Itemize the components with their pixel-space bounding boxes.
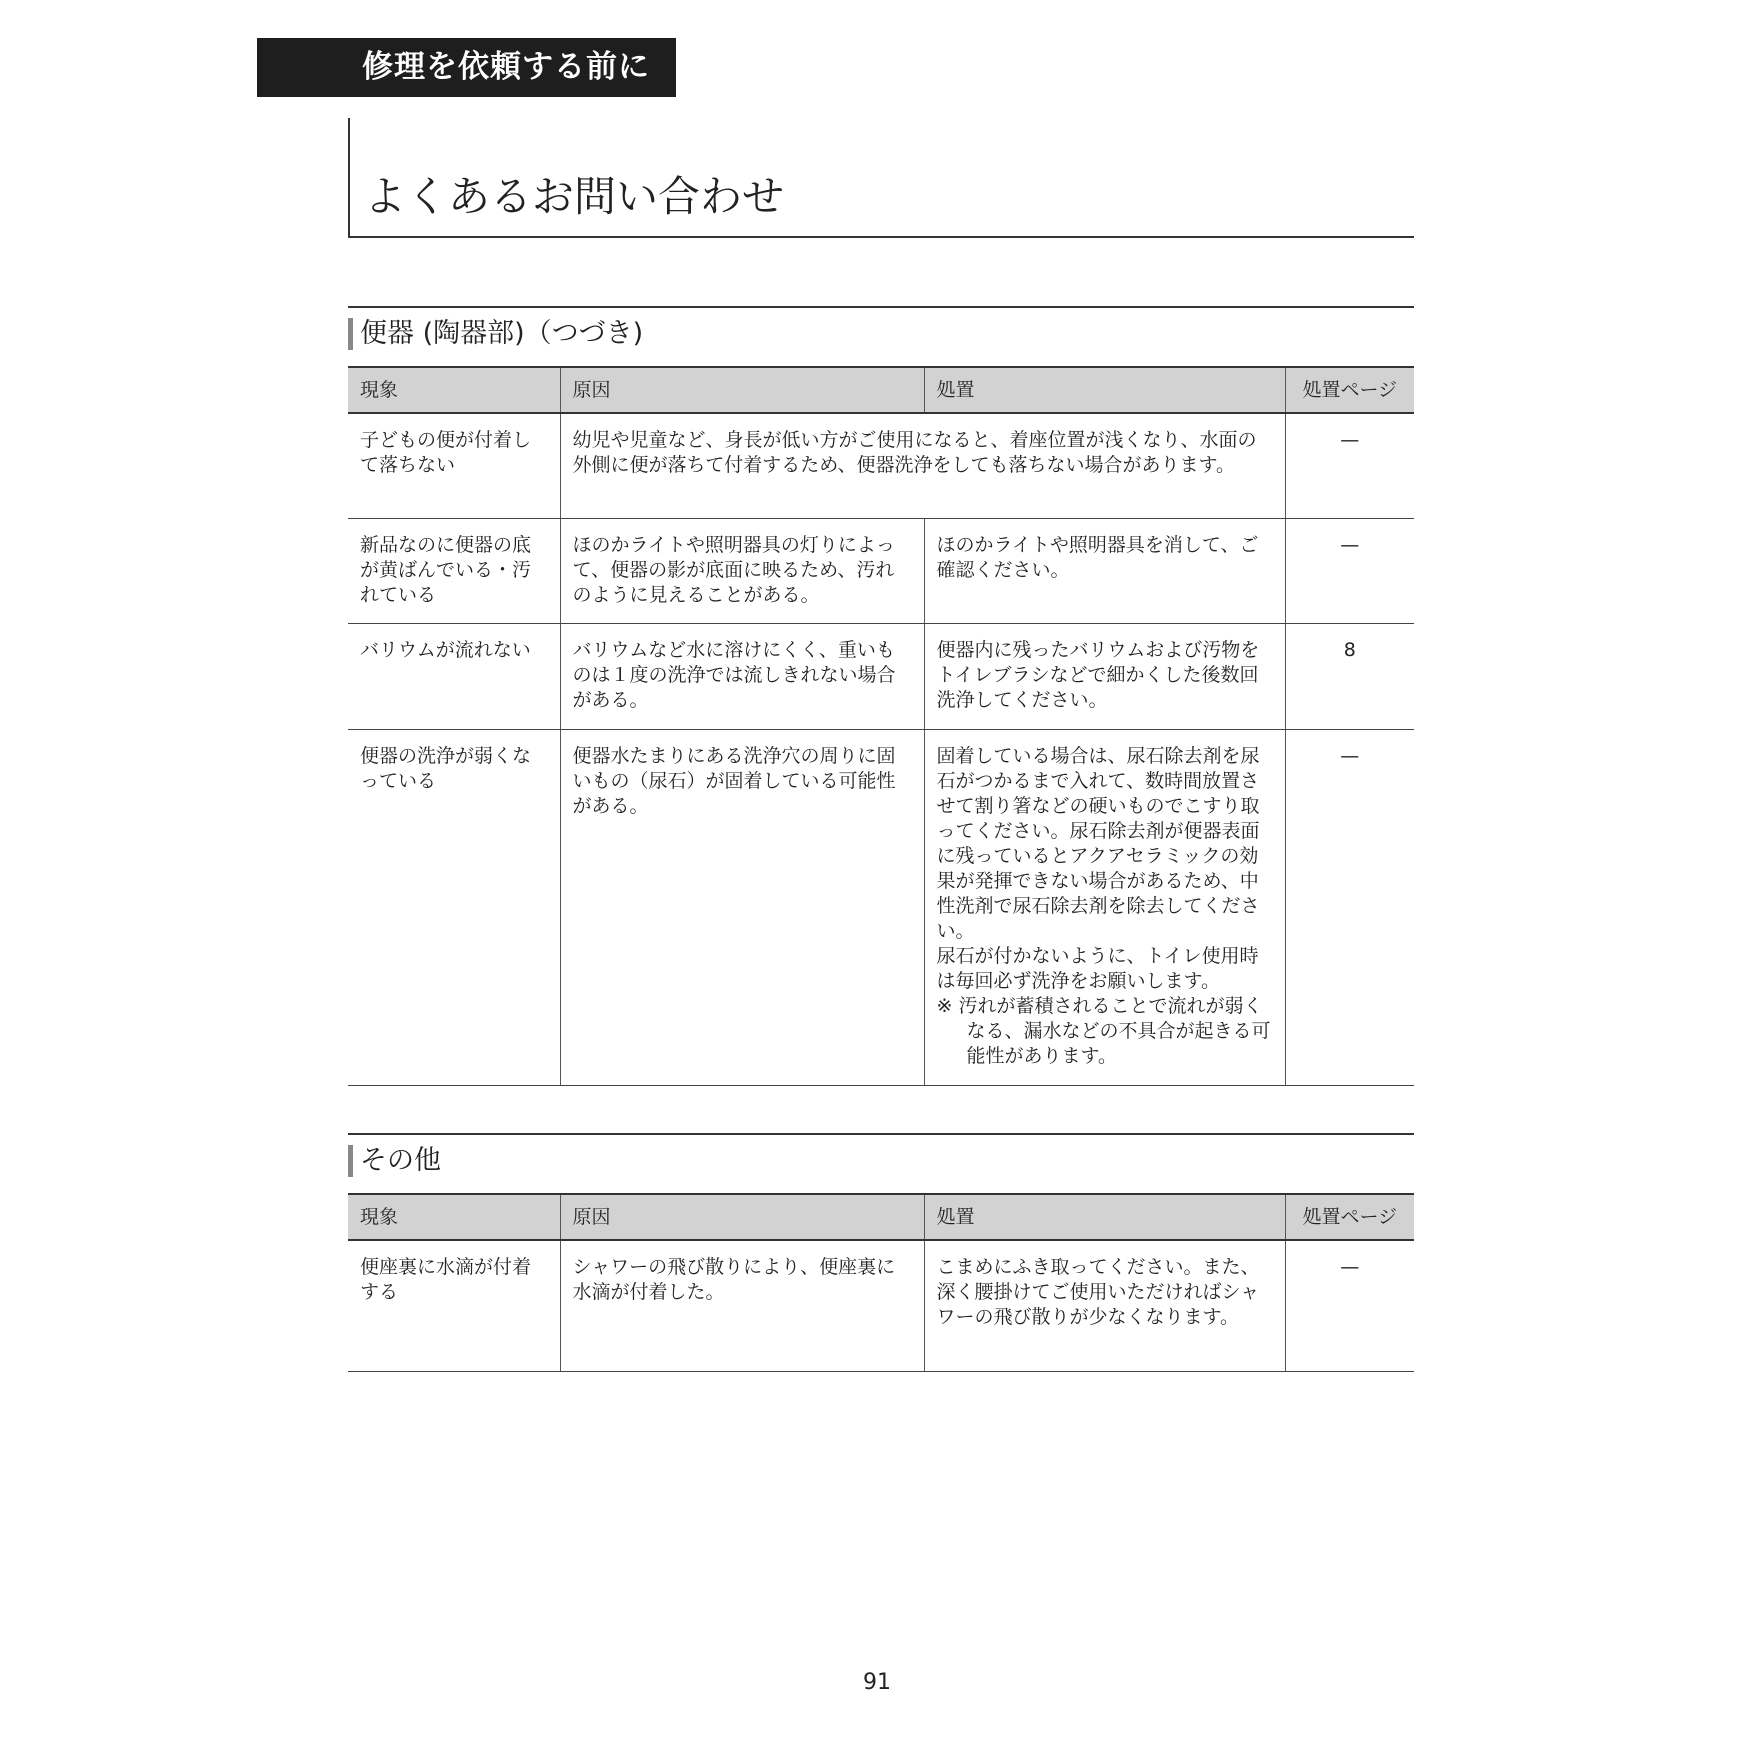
cause-cell: 幼児や児童など、身長が低い方がご使用になると、着座位置が浅くなり、水面の外側に便が落ちて付着するため、便器洗浄をしても落ちない場合があります。 bbox=[560, 413, 1285, 518]
column-header-phenomenon: 現象 bbox=[348, 367, 560, 413]
column-header-remedy: 処置 bbox=[924, 1194, 1285, 1240]
remedy-cell: こまめにふき取ってください。また、深く腰掛けてご使用いただければシャワーの飛び散りが少なくなります。 bbox=[924, 1240, 1285, 1371]
table-row bbox=[348, 518, 1414, 623]
remedy-text: 固着している場合は、尿石除去剤を尿石がつかるまで入れて、数時間放置させて割り箸などの硬いものでこすり取ってください。尿石除去剤が便器表面に残っているとアクアセラミックの効果が発揮できない場合があるため、中性洗剤で尿石除去剤を除去してください。 bbox=[936, 744, 1260, 942]
phenomenon-cell: バリウムが流れない bbox=[348, 623, 560, 729]
cause-cell: 便器水たまりにある洗浄穴の周りに固いもの（尿石）が固着している可能性がある。 bbox=[560, 729, 924, 1085]
column-header-cause: 原因 bbox=[560, 1194, 924, 1240]
chapter-tab: 修理を依頼する前に bbox=[257, 38, 676, 97]
phenomenon-cell: 便座裏に水滴が付着する bbox=[348, 1240, 560, 1371]
remedy-note: ※ 汚れが蓄積されることで流れが弱くなる、漏水などの不具合が起きる可能性があります。 bbox=[936, 994, 1271, 1067]
section-other bbox=[348, 1133, 1414, 1372]
table-row bbox=[348, 413, 1414, 518]
remedy-cell: 便器内に残ったバリウムおよび汚物をトイレブラシなどで細かくした後数回洗浄してください。 bbox=[924, 623, 1285, 729]
remedy-cell: ほのかライトや照明器具を消して、ご確認ください。 bbox=[924, 518, 1285, 623]
cause-cell: シャワーの飛び散りにより、便座裏に水滴が付着した。 bbox=[560, 1240, 924, 1371]
page-cell: — bbox=[1285, 729, 1414, 1085]
section-title: 便器 (陶器部)（つづき) bbox=[360, 318, 644, 349]
section-toilet-bowl bbox=[348, 306, 1414, 1086]
column-header-remedy-page: 処置ページ bbox=[1285, 1194, 1414, 1240]
phenomenon-cell: 子どもの便が付着して落ちない bbox=[348, 413, 560, 518]
phenomenon-cell: 便器の洗浄が弱くなっている bbox=[348, 729, 560, 1085]
section-header bbox=[348, 306, 1414, 366]
page-cell: 8 bbox=[1285, 623, 1414, 729]
table-row bbox=[348, 623, 1414, 729]
table-row bbox=[348, 1240, 1414, 1371]
page-number: 91 bbox=[863, 1670, 891, 1695]
cause-cell: バリウムなど水に溶けにくく、重いものは１度の洗浄では流しきれない場合がある。 bbox=[560, 623, 924, 729]
remedy-cell bbox=[924, 729, 1285, 1085]
column-header-phenomenon: 現象 bbox=[348, 1194, 560, 1240]
table-row bbox=[348, 729, 1414, 1085]
phenomenon-cell: 新品なのに便器の底が黄ばんでいる・汚れている bbox=[348, 518, 560, 623]
column-header-remedy: 処置 bbox=[924, 367, 1285, 413]
section-marker bbox=[348, 318, 353, 350]
page-cell: — bbox=[1285, 1240, 1414, 1371]
page-title: よくあるお問い合わせ bbox=[364, 172, 785, 221]
page-heading bbox=[348, 118, 1414, 238]
column-header-remedy-page: 処置ページ bbox=[1285, 367, 1414, 413]
page-cell: — bbox=[1285, 413, 1414, 518]
table-header-row bbox=[348, 1194, 1414, 1240]
section-title: その他 bbox=[360, 1145, 441, 1176]
section-header bbox=[348, 1133, 1414, 1193]
cause-cell: ほのかライトや照明器具の灯りによって、便器の影が底面に映るため、汚れのように見えることがある。 bbox=[560, 518, 924, 623]
column-header-cause: 原因 bbox=[560, 367, 924, 413]
faq-table bbox=[348, 366, 1414, 1086]
page-cell: — bbox=[1285, 518, 1414, 623]
faq-table bbox=[348, 1193, 1414, 1372]
table-header-row bbox=[348, 367, 1414, 413]
remedy-text: 尿石が付かないように、トイレ使用時は毎回必ず洗浄をお願いします。 bbox=[936, 944, 1259, 992]
section-marker bbox=[348, 1145, 353, 1177]
